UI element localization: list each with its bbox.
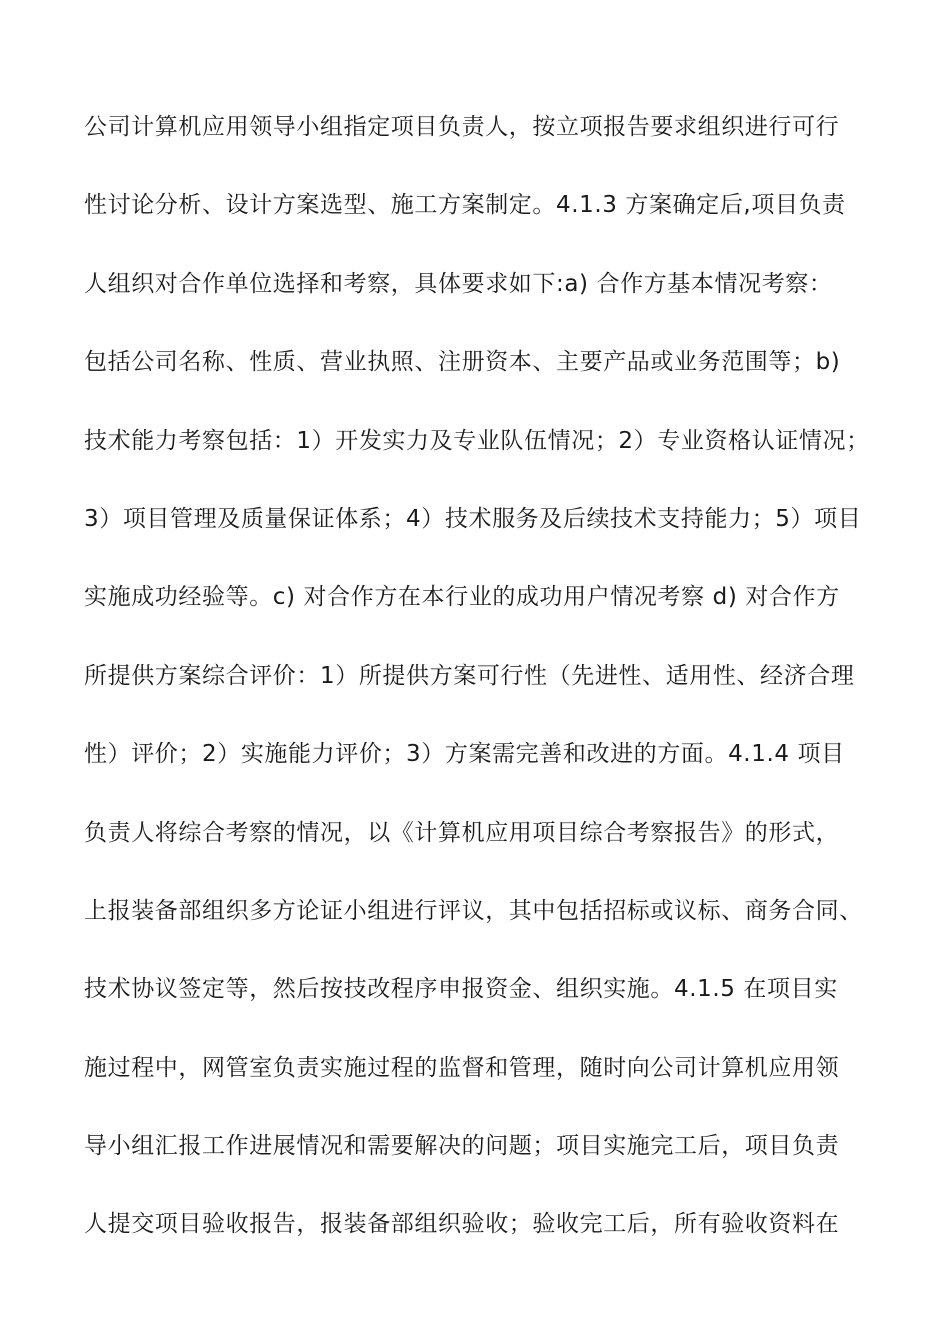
text-line-1: 公司计算机应用领导小组指定项目负责人，按立项报告要求组织进行可行 <box>84 114 840 140</box>
text-line-14: 导小组汇报工作进展情况和需要解决的问题；项目实施完工后，项目负责 <box>84 1133 840 1160</box>
body-text <box>84 112 894 1288</box>
text-line-10: 负责人将综合考察的情况，以《计算机应用项目综合考察报告》的形式， <box>84 819 840 846</box>
text-line-3: 人组织对合作单位选择和考察，具体要求如下:a) 合作方基本情况考察： <box>84 270 833 297</box>
text-line-9: 性）评价；2）实施能力评价；3）方案需完善和改进的方面。4.1.4 项目 <box>84 741 845 768</box>
text-line-2: 性讨论分析、设计方案选型、施工方案制定。4.1.3 方案确定后,项目负责 <box>84 192 846 219</box>
text-line-4: 包括公司名称、性质、营业执照、注册资本、主要产品或业务范围等；b) <box>84 349 841 376</box>
text-line-7: 实施成功经验等。c) 对合作方在本行业的成功用户情况考察 d) 对合作方 <box>84 584 840 611</box>
text-line-6: 3）项目管理及质量保证体系；4）技术服务及后续技术支持能力；5）项目 <box>84 505 862 532</box>
text-line-12: 技术协议签定等，然后按技改程序申报资金、组织实施。4.1.5 在项目实 <box>84 976 838 1003</box>
text-line-11: 上报装备部组织多方论证小组进行评议，其中包括招标或议标、商务合同、 <box>84 897 863 924</box>
text-line-8: 所提供方案综合评价：1）所提供方案可行性（先进性、适用性、经济合理 <box>84 662 855 689</box>
text-line-5: 技术能力考察包括：1）开发实力及专业队伍情况；2）专业资格认证情况； <box>84 427 870 454</box>
text-line-13: 施过程中，网管室负责实施过程的监督和管理，随时向公司计算机应用领 <box>84 1054 840 1081</box>
text-line-15: 人提交项目验收报告，报装备部组织验收；验收完工后，所有验收资料在 <box>84 1211 840 1238</box>
